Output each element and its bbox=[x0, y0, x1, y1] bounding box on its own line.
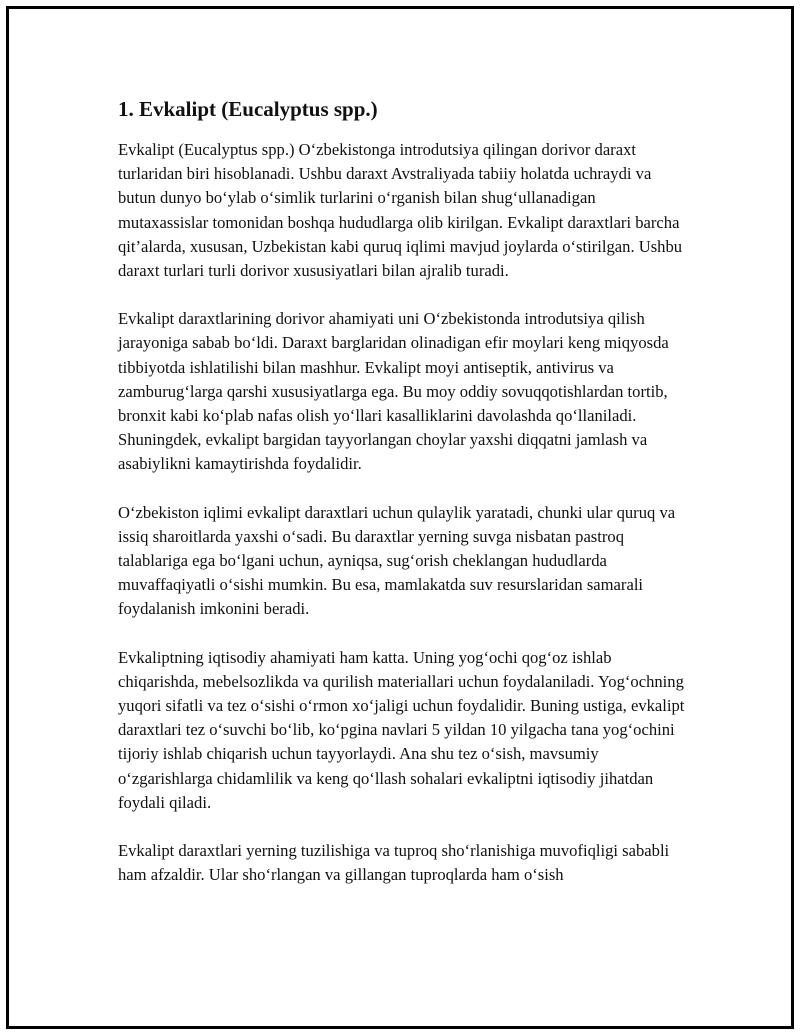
paragraph: Evkalipt daraxtlari yerning tuzilishiga va tuproq sho‘rlanishiga muvofiqligi sababli ham afzaldir. Ular sho‘rlangan va gillangan tuproqlarda ham o‘sish bbox=[118, 841, 670, 885]
paragraph: Evkalipt (Eucalyptus spp.) O‘zbekistonga introdutsiya qilingan dorivor daraxt turlaridan biri hisoblanadi. Ushbu daraxt Avstraliyada tabiiy holatda uchraydi va butun dunyo bo‘ylab o‘simlik turlarini o‘rganish bilan shug‘ullanadigan mutaxassislar tomonidan boshqa hududlarga olib kirilgan. Evkalipt daraxtlari barcha qit’alarda, xususan, Uzbekistan kabi quruq iqlimi mavjud joylarda o‘stirilgan. Ushbu daraxt turlari turli dorivor xususiyatlari bilan ajralib turadi. bbox=[118, 140, 683, 281]
paragraph: Evkaliptning iqtisodiy ahamiyati ham katta. Uning yog‘ochi qog‘oz ishlab chiqarishda, mebelsozlikda va qurilish materiallari uchun foydalaniladi. Yog‘ochning yuqori sifatli va tez o‘sishi o‘rmon xo‘jaligi uchun foydalidir. Buning ustiga, evkalipt daraxtlari tez o‘suvchi bo‘lib, ko‘pgina navlari 5 yildan 10 yilgacha tana yog‘ochini tijoriy ishlab chiqarish uchun tayyorlaydi. Ana shu tez o‘sish, mavsumiy o‘zgarishlarga chidamlilik va keng qo‘llash sohalari evkaliptni iqtisodiy jihatdan foydali qiladi. bbox=[118, 647, 685, 812]
section-heading: 1. Evkalipt (Eucalyptus spp.) bbox=[118, 97, 378, 121]
paragraph: Evkalipt daraxtlarining dorivor ahamiyati uni O‘zbekistonda introdutsiya qilish jarayoniga sabab bo‘ldi. Daraxt barglaridan olinadigan efir moylari keng miqyosda tibbiyotda ishlatilishi bilan mashhur. Evkalipt moyi antiseptik, antivirus va zamburug‘larga qarshi xususiyatlarga ega. Bu moy oddiy sovuqqotishlardan tortib, bronxit kabi ko‘plab nafas olish yo‘llari kasalliklarini davolashda qo‘llaniladi. Shuningdek, evkalipt bargidan tayyorlangan choylar yaxshi diqqatni jamlash va asabiylikni kamaytirishda foydalidir. bbox=[118, 309, 669, 474]
document-body bbox=[118, 96, 688, 911]
paragraph: O‘zbekiston iqlimi evkalipt daraxtlari uchun qulaylik yaratadi, chunki ular quruq va issiq sharoitlarda yaxshi o‘sadi. Bu daraxtlar yerning suvga nisbatan pastroq talablariga ega bo‘lgani uchun, ayniqsa, sug‘orish cheklangan hududlarda muvaffaqiyatli o‘sishi mumkin. Bu esa, mamlakatda suv resurslaridan samarali foydalanish imkonini beradi. bbox=[118, 502, 676, 619]
